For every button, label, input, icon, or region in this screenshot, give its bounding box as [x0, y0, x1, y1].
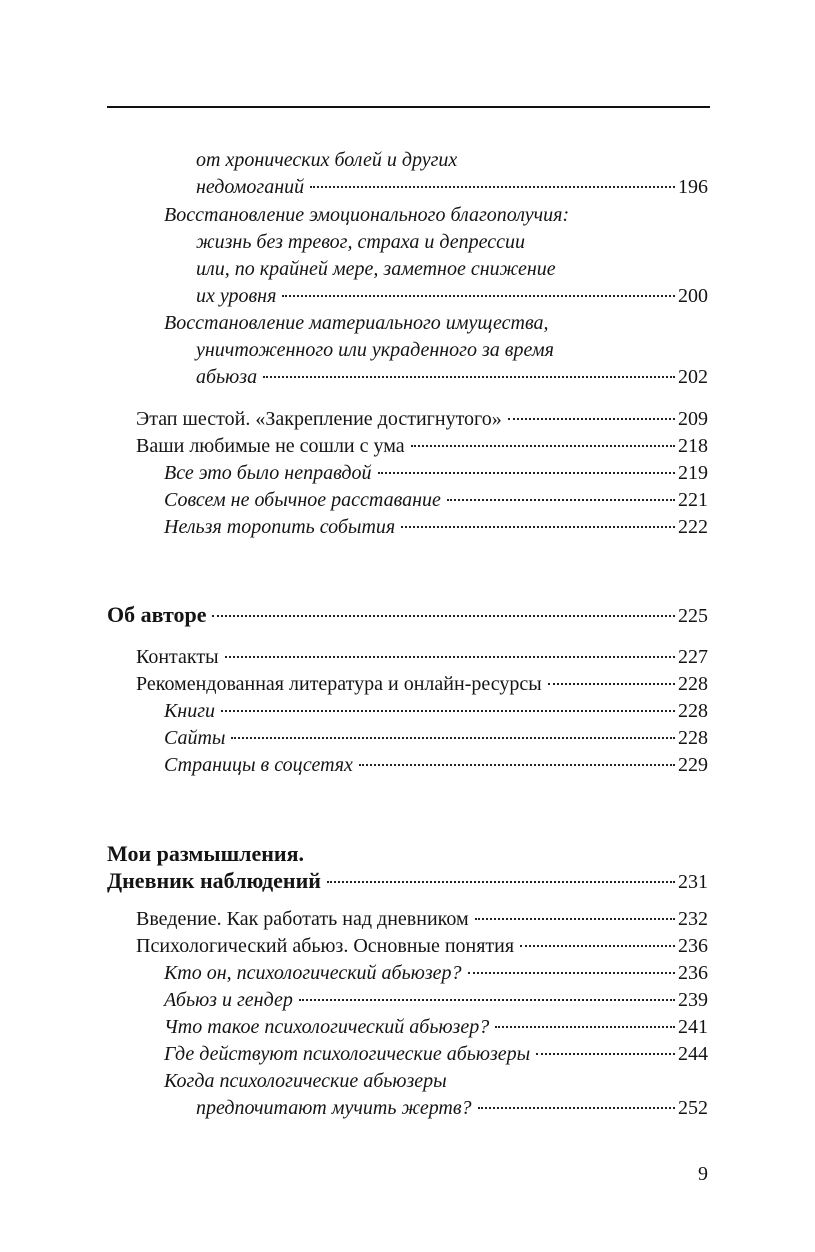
toc-page-number: 219 — [678, 462, 708, 484]
dot-leader — [310, 186, 675, 188]
dot-leader — [411, 445, 675, 447]
toc-entry[interactable] — [196, 1096, 708, 1120]
dot-leader — [359, 764, 675, 766]
toc-entry[interactable] — [136, 907, 708, 931]
toc-chapter-title: Мои размышления. — [107, 841, 305, 866]
toc-entry-text: уничтоженного или украденного за время — [196, 339, 554, 361]
toc-entry-text: Восстановление материального имущества, — [164, 312, 549, 334]
toc-entry[interactable] — [164, 961, 708, 985]
dot-leader — [225, 656, 675, 658]
toc-entry[interactable] — [164, 1042, 708, 1066]
toc-entry-text: или, по крайней мере, заметное снижение — [196, 258, 556, 280]
toc-entry[interactable] — [164, 726, 708, 750]
toc-entry-text: Все это было неправдой — [164, 462, 372, 484]
toc-page-number: 225 — [678, 605, 708, 627]
toc-entry-text: Об авторе — [107, 602, 207, 627]
toc-page-number: 196 — [678, 176, 708, 198]
dot-leader — [378, 472, 676, 474]
toc-entry-text: Где действуют психологические абьюзеры — [164, 1043, 531, 1065]
toc-page-number: 252 — [678, 1097, 708, 1119]
dot-leader — [468, 972, 676, 974]
toc-page-number: 227 — [678, 646, 708, 668]
toc-chapter-entry[interactable] — [107, 603, 708, 628]
toc-page-number: 200 — [678, 285, 708, 307]
dot-leader — [495, 1026, 675, 1028]
toc-entry-text: их уровня — [196, 285, 277, 307]
toc-page-number: 241 — [678, 1016, 708, 1038]
toc-entry-text: Когда психологические абьюзеры — [164, 1070, 447, 1092]
dot-leader — [447, 499, 675, 501]
toc-entry[interactable] — [164, 515, 708, 539]
toc-entry[interactable] — [164, 753, 708, 777]
dot-leader — [520, 945, 675, 947]
toc-page-number: 244 — [678, 1043, 708, 1065]
toc-entry-text: Психологический абьюз. Основные понятия — [136, 935, 515, 957]
page-number: 9 — [698, 1163, 708, 1185]
toc-page-number: 228 — [678, 700, 708, 722]
toc-page-number: 222 — [678, 516, 708, 538]
toc-entry-text: Книги — [164, 700, 216, 722]
toc-entry-text: Совсем не обычное расставание — [164, 489, 441, 511]
toc-entry-text: Контакты — [136, 646, 219, 668]
toc-entry-text: Этап шестой. «Закрепление достигнутого» — [136, 408, 502, 430]
toc-entry[interactable] — [164, 488, 708, 512]
toc-entry-text: Введение. Как работать над дневником — [136, 908, 469, 930]
toc-page-number: 231 — [678, 871, 708, 893]
dot-leader — [478, 1107, 675, 1109]
toc-entry-text: от хронических болей и других — [196, 149, 458, 171]
toc-entry-text: Абьюз и гендер — [164, 989, 293, 1011]
toc-entry-text: Восстановление эмоционального благополучия: — [164, 204, 570, 226]
dot-leader — [212, 615, 675, 617]
dot-leader — [263, 376, 675, 378]
toc-page-number: 236 — [678, 962, 708, 984]
toc-entry-text: Рекомендованная литература и онлайн-ресурсы — [136, 673, 542, 695]
dot-leader — [327, 881, 675, 883]
toc-page-number: 221 — [678, 489, 708, 511]
toc-entry-text: Кто он, психологический абьюзер? — [164, 962, 462, 984]
toc-entry[interactable] — [196, 284, 708, 308]
toc-entry[interactable] — [164, 699, 708, 723]
toc-entry[interactable] — [136, 645, 708, 669]
toc-entry-text: Что такое психологический абьюзер? — [164, 1016, 490, 1038]
toc-entry[interactable] — [164, 988, 708, 1012]
toc-page-number: 228 — [678, 673, 708, 695]
dot-leader — [401, 526, 675, 528]
header-rule — [107, 106, 710, 108]
toc-page-number: 202 — [678, 366, 708, 388]
toc-entry-text: недомоганий — [196, 176, 305, 198]
dot-leader — [475, 918, 675, 920]
toc-page-number: 218 — [678, 435, 708, 457]
toc-page-number: 236 — [678, 935, 708, 957]
dot-leader — [508, 418, 675, 420]
toc-entry-text: жизнь без тревог, страха и депрессии — [196, 231, 525, 253]
toc-entry[interactable] — [136, 434, 708, 458]
dot-leader — [282, 295, 675, 297]
toc-entry-text: абьюза — [196, 366, 258, 388]
toc-entry[interactable] — [136, 407, 708, 431]
dot-leader — [231, 737, 675, 739]
toc-page-number: 228 — [678, 727, 708, 749]
toc-entry[interactable] — [196, 175, 708, 199]
toc-entry[interactable] — [164, 461, 708, 485]
dot-leader — [299, 999, 675, 1001]
toc-entry-text: Сайты — [164, 727, 226, 749]
toc-entry-text: Нельзя торопить события — [164, 516, 396, 538]
toc-entry-text: Дневник наблюдений — [107, 868, 321, 893]
toc-page-number: 232 — [678, 908, 708, 930]
toc-entry-text: Страницы в соцсетях — [164, 754, 353, 776]
toc-page-number: 209 — [678, 408, 708, 430]
toc-entry-text: предпочитают мучить жертв? — [196, 1097, 472, 1119]
toc-chapter-entry[interactable] — [107, 869, 708, 894]
dot-leader — [536, 1053, 675, 1055]
dot-leader — [548, 683, 675, 685]
dot-leader — [221, 710, 675, 712]
toc-entry-text: Ваши любимые не сошли с ума — [136, 435, 405, 457]
toc-entry[interactable] — [136, 934, 708, 958]
toc-entry[interactable] — [136, 672, 708, 696]
toc-page-number: 239 — [678, 989, 708, 1011]
toc-entry[interactable] — [196, 365, 708, 389]
toc-entry[interactable] — [164, 1015, 708, 1039]
toc-page-number: 229 — [678, 754, 708, 776]
